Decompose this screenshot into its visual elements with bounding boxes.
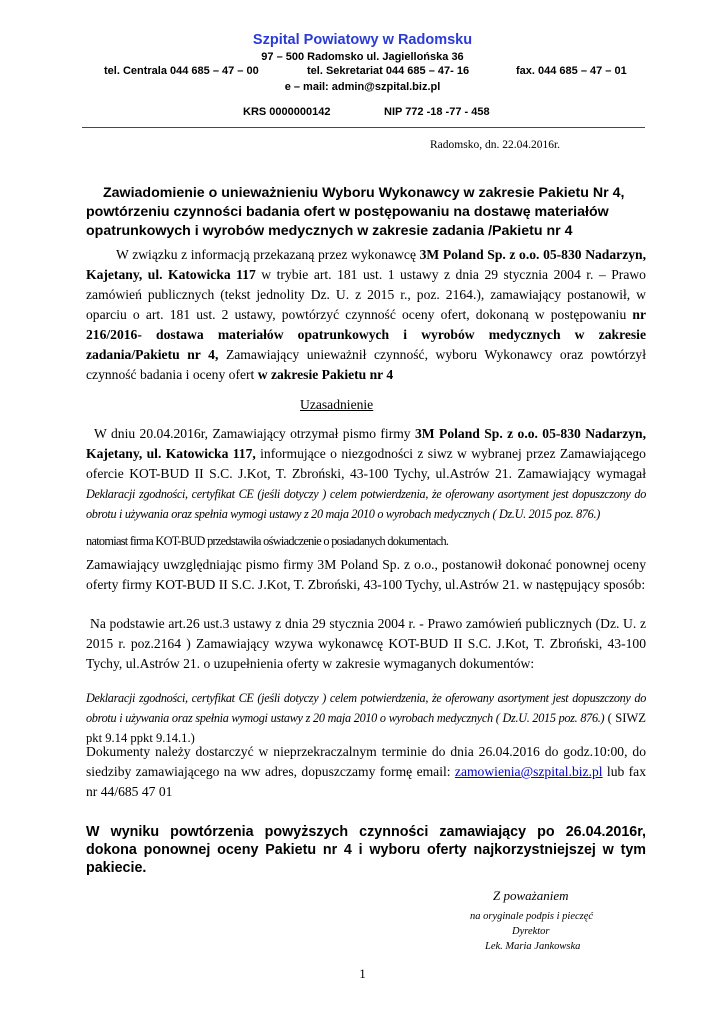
contractor-name: 3M Poland Sp. z o.o. 05-830 Nadarzyn, Kajetany, ul. Katowicka 117: [86, 247, 646, 282]
phone-secretariat: tel. Sekretariat 044 685 – 47- 16: [307, 65, 470, 77]
text-span: Zamawiający unieważnił czynność, wyboru Wykonawcy oraz powtórzył czynność badania i oceny ofert: [86, 347, 646, 382]
text-span: w trybie art. 181 ust. 1 ustawy z dnia 29 stycznia 2004 r. – Prawo zamówień publicznych (tekst jednolity Dz. U. z 2015 r., poz. 2164.), zamawiający postanowił, w oparciu o art. 181 ust. 2 ustawy, powtórzyć czynność oceny ofert, dokonaną w postępowaniu: [86, 267, 646, 322]
package-reference: w zakresie Pakietu nr 4: [257, 367, 394, 382]
signature-original-note: na oryginale podpis i pieczęć: [470, 911, 594, 922]
requirement-text: Deklaracji zgodności, certyfikat CE (jeśli dotyczy ) celem potwierdzenia, że oferowany asortyment jest dopuszczony do obrotu i używania oraz spełnia wymogi ustawy z 20 maja 2010 o wyrobach medycznych ( Dz.U. 2015 poz. 876.): [86, 487, 646, 521]
hospital-name: Szpital Powiatowy w Radomsku: [252, 32, 473, 48]
requirement-text: Deklaracji zgodności, certyfikat CE (jeśli dotyczy ) celem potwierdzenia, że oferowany asortyment jest dopuszczony do obrotu i używania oraz spełnia wymogi ustawy z 20 maja 2010 o wyrobach medycznych ( Dz.U. 2015 poz. 876.): [86, 691, 646, 725]
text-span: lub fax nr 44/685 47 01: [86, 764, 647, 799]
text-span: Dokumenty należy dostarczyć w nieprzekraczalnym terminie do dnia 26.04.2016 do godz.10:00, do siedziby zamawiającego na ww adres, dopuszczamy formę email:: [86, 744, 646, 779]
signature-role: Dyrektor: [512, 926, 550, 937]
text-span: informujące o niezgodności z siwz w wybranej przez Zamawiającego ofercie KOT-BUD II S.C. J.Kot, T. Zbroński, 43-100 Tychy, ul.Astrów 21. Zamawiający wymagał: [86, 446, 646, 481]
date-line: Radomsko, dn. 22.04.2016r.: [430, 139, 561, 151]
legal-basis-paragraph: Na podstawie art.26 ust.3 ustawy z dnia 29 stycznia 2004 r. - Prawo zamówień publicznych (Dz. U. z 2015 r. poz.2164 ) Zamawiający wzywa wykonawcę KOT-BUD II S.C. J.Kot, T. Zbroński, 43-100 Tychy, ul.Astrów 21. o uzupełnienia oferty w zakresie wymaganych dokumentów:: [86, 616, 646, 671]
decision-paragraph: Zamawiający uwzględniając pismo firmy 3M Poland Sp. z o.o., postanowił dokonać ponownej oceny oferty firmy KOT-BUD II S.C. J.Kot, T. Zbroński, 43-100 Tychy, ul.Astrów 21. w następujący sposób:: [86, 557, 646, 592]
hospital-address: 97 – 500 Radomsko ul. Jagiellońska 36: [261, 51, 464, 63]
siwz-reference: ( SIWZ pkt 9.14 ppkt 9.14.1.): [86, 711, 646, 745]
document-title: [86, 184, 646, 241]
text-span: W związku z informacją przekazaną przez wykonawcę: [116, 247, 420, 262]
phone-central: tel. Centrala 044 685 – 47 – 00: [104, 65, 259, 77]
contractor-name: 3M Poland Sp. z o.o. 05-830 Nadarzyn, Kajetany, ul. Katowicka 117,: [86, 426, 647, 461]
title-line-3: opatrunkowych i wyrobów medycznych w zakresie zadania /Pakietu nr 4: [86, 223, 573, 239]
justification-heading: Uzasadnienie: [300, 397, 374, 412]
hospital-email: e – mail: admin@szpital.biz.pl: [284, 81, 441, 93]
fax-number: fax. 044 685 – 47 – 01: [516, 65, 627, 77]
final-statement: W wyniku powtórzenia powyższych czynności zamawiający po 26.04.2016r, dokona ponownej oceny Pakietu nr 4 i wyboru oferty najkorzystniejszej w tym pakiecie.: [86, 824, 646, 876]
procurement-reference: nr 216/2016- dostawa materiałów opatrunkowych i wyrobów medycznych w zakresie zadania/Pakietu nr 4,: [86, 307, 646, 362]
intro-paragraph: [86, 245, 646, 385]
text-span: W dniu 20.04.2016r, Zamawiający otrzymał pismo firmy: [94, 426, 415, 441]
signature-name: Lek. Maria Jankowska: [485, 941, 581, 952]
page-number: 1: [359, 966, 366, 981]
header-divider: [82, 127, 645, 128]
signature-greeting: Z poważaniem: [493, 888, 569, 903]
nip-number: NIP 772 -18 -77 - 458: [384, 106, 490, 118]
required-documents-paragraph: [86, 688, 646, 748]
justification-note: natomiast firma KOT-BUD przedstawiła oświadczenie o posiadanych dokumentach.: [86, 534, 449, 548]
email-link[interactable]: zamowienia@szpital.biz.pl: [454, 764, 603, 779]
krs-number: KRS 0000000142: [243, 106, 331, 118]
title-line-1: Zawiadomienie o unieważnieniu Wyboru Wykonawcy w zakresie Pakietu Nr 4,: [103, 185, 625, 201]
justification-paragraph: [86, 424, 646, 524]
deadline-paragraph: [86, 742, 646, 802]
title-line-2: powtórzeniu czynności badania ofert w postępowaniu na dostawę materiałów: [86, 204, 609, 220]
